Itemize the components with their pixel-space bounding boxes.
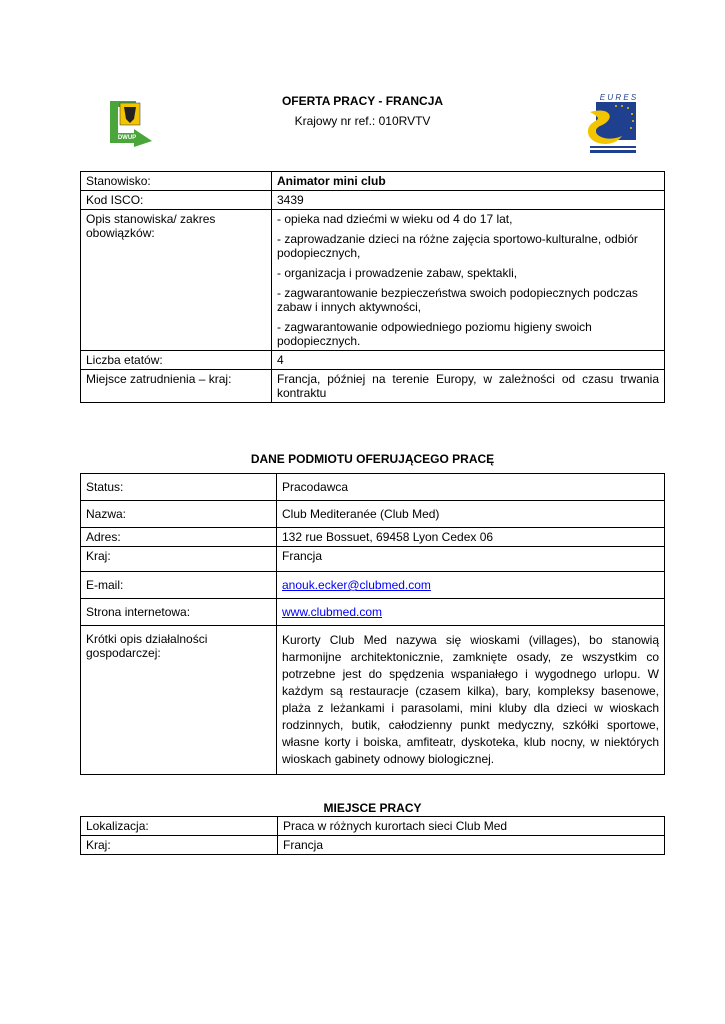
count-label: Liczba etatów: (81, 351, 272, 370)
table-row (81, 474, 665, 501)
duty-item: - zaprowadzanie dzieci na różne zajęcia sportowo-kulturalne, odbiór podopiecznych, (277, 232, 638, 260)
status-label: Status: (81, 474, 277, 501)
location-label: Lokalizacja: (81, 817, 278, 836)
svg-text:E U R E S: E U R E S (599, 93, 637, 102)
count-value: 4 (272, 351, 665, 370)
duty-item: - zagwarantowanie bezpieczeństwa swoich podopiecznych podczas zabaw i innych aktywności, (277, 286, 638, 314)
email-cell (277, 572, 665, 599)
website-cell (277, 599, 665, 626)
job-table (80, 171, 665, 403)
table-row (81, 599, 665, 626)
duty-item: - zagwarantowanie odpowiedniego poziomu higieny swoich podopiecznych. (277, 320, 592, 348)
country-value: Francja (277, 547, 665, 572)
reference-number: Krajowy nr ref.: 010RVTV (294, 114, 431, 128)
location-value: Praca w różnych kurortach sieci Club Med (278, 817, 665, 836)
employer-section-title: DANE PODMIOTU OFERUJĄCEGO PRACĘ (250, 452, 495, 466)
employer-table (80, 473, 665, 775)
workplace-country-label: Kraj: (81, 836, 278, 855)
table-row (81, 351, 665, 370)
table-row (81, 370, 665, 403)
duty-item: - opieka nad dziećmi w wieku od 4 do 17 lat, (277, 212, 513, 226)
table-row (81, 817, 665, 836)
place-value: Francja, później na terenie Europy, w zależności od czasu trwania kontraktu (272, 370, 665, 403)
table-row (81, 501, 665, 528)
table-row (81, 528, 665, 547)
name-value: Club Mediteranée (Club Med) (277, 501, 665, 528)
status-value: Pracodawca (277, 474, 665, 501)
dwup-logo (106, 97, 156, 147)
svg-text:DWUP: DWUP (117, 135, 137, 141)
workplace-section-title: MIEJSCE PRACY (323, 801, 422, 815)
website-label: Strona internetowa: (81, 599, 277, 626)
isco-label: Kod ISCO: (81, 191, 272, 210)
name-label: Nazwa: (81, 501, 277, 528)
country-label: Kraj: (81, 547, 277, 572)
workplace-country-value: Francja (278, 836, 665, 855)
description-label: Krótki opis działalności gospodarczej: (81, 626, 277, 775)
isco-value: 3439 (272, 191, 665, 210)
table-row (81, 836, 665, 855)
position-value: Animator mini club (272, 172, 665, 191)
place-label: Miejsce zatrudnienia – kraj: (81, 370, 272, 403)
address-label: Adres: (81, 528, 277, 547)
table-row (81, 626, 665, 775)
duties-list (272, 210, 665, 351)
table-row (81, 547, 665, 572)
table-row (81, 210, 665, 351)
table-row (81, 572, 665, 599)
eures-logo (582, 92, 642, 154)
table-row (81, 172, 665, 191)
email-link[interactable]: anouk.ecker@clubmed.com (282, 578, 431, 592)
duty-item: - organizacja i prowadzenie zabaw, spektakli, (277, 266, 518, 280)
email-label: E-mail: (81, 572, 277, 599)
description-value: Kurorty Club Med nazywa się wioskami (villages), bo stanowią harmonijne architektonicznie, zamknięte osady, ze wszystkim co potrzebne jest do spędzenia wspaniałego i wygodnego urlopu. W każdym są restauracje (czasem kilka), bary, kompleksy basenowe, plaża z leżankami i parasolami, mini kluby dla dzieci w wioskach rodzinnych, butik, całodzienny punkt medyczny, szkółki sportowe, własne korty i boiska, amfiteatr, dyskoteka, klub nocny, w niektórych wioskach gabinety odnowy biologicznej. (277, 626, 665, 775)
position-label: Stanowisko: (81, 172, 272, 191)
website-link[interactable]: www.clubmed.com (282, 605, 383, 619)
workplace-table (80, 816, 665, 855)
page-title: OFERTA PRACY - FRANCJA (281, 94, 444, 108)
table-row (81, 191, 665, 210)
duties-label: Opis stanowiska/ zakres obowiązków: (81, 210, 272, 351)
address-value: 132 rue Bossuet, 69458 Lyon Cedex 06 (277, 528, 665, 547)
